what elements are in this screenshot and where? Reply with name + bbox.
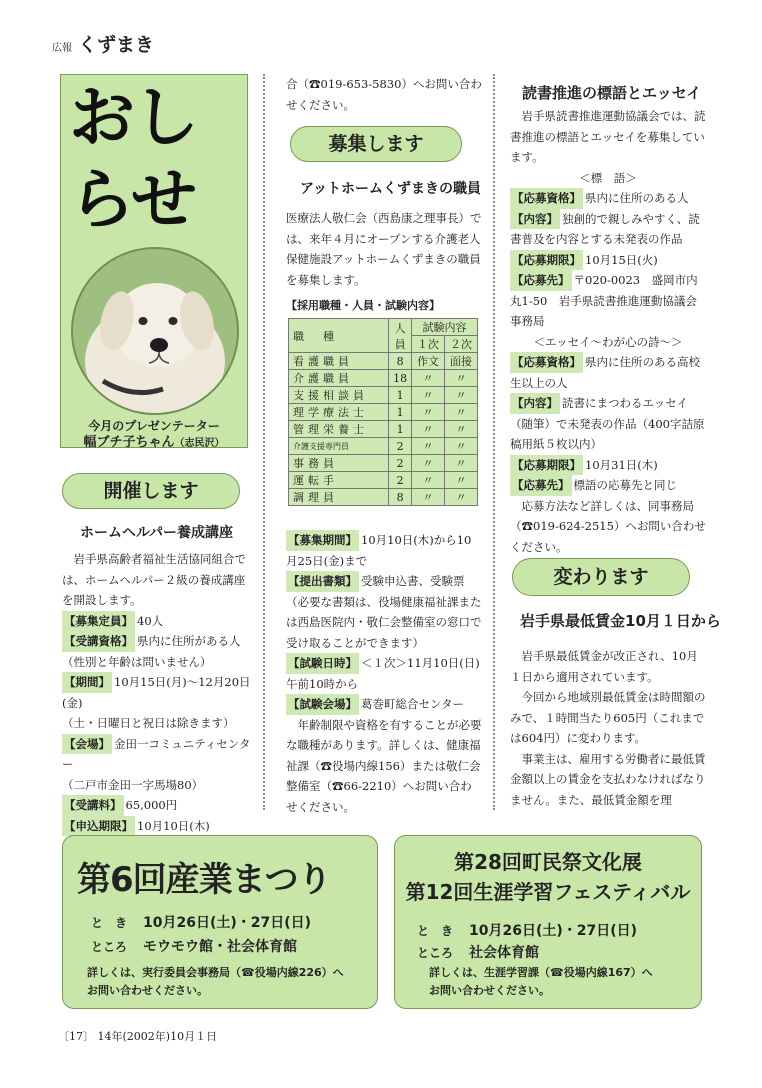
- banner2-note-line1: 詳しくは、生涯学習課（☎役場内線167）へ: [429, 966, 653, 979]
- banner2-title-line1: 第28回町民祭文化展: [454, 850, 642, 874]
- slogan-qual-label: 【応募資格】: [510, 188, 583, 209]
- banner1-when: [91, 912, 311, 932]
- banner-industry-festival: [62, 835, 378, 1009]
- notice-title-line1: おし: [69, 79, 197, 156]
- essay-content-label: 【内容】: [510, 393, 560, 414]
- section-label-holding: 開催します: [62, 473, 240, 509]
- col1-period: [62, 672, 252, 713]
- col1-qual: [62, 631, 252, 652]
- col2-continuation: [286, 74, 482, 115]
- deadline-label: 【申込期限】: [62, 816, 135, 837]
- banner1-where-value: モウモウ館・社会体育館: [143, 939, 297, 955]
- th-second: ２次: [445, 336, 478, 353]
- table-row: 管理栄養士 1 〃 〃: [289, 421, 478, 438]
- capacity-value: 40人: [137, 613, 164, 628]
- venue-label: 【会場】: [62, 734, 112, 755]
- masthead: [52, 30, 154, 57]
- banner2-note: [429, 964, 653, 1000]
- col1-fee: [62, 795, 252, 816]
- table-row: 支援相談員 1 〃 〃: [289, 387, 478, 404]
- th-count: 人員: [389, 319, 412, 353]
- exam-table: [288, 318, 478, 506]
- col2-body: [286, 530, 482, 817]
- table-row: 運転手 2 〃 〃: [289, 472, 478, 489]
- banner2-where-key: ところ: [417, 946, 454, 960]
- banner1-where: [91, 936, 297, 956]
- table-row: 介護支援専門員 2 〃 〃: [289, 438, 478, 455]
- table-row: 事務員 2 〃 〃: [289, 455, 478, 472]
- essay-address-label: 【応募先】: [510, 475, 572, 496]
- th-job: 職 種: [289, 319, 389, 353]
- heading-at-home: アットホームくずまきの職員: [300, 181, 482, 197]
- qual-value: 県内に住所がある人: [137, 634, 241, 648]
- table-row: 理学療法士 1 〃 〃: [289, 404, 478, 421]
- col1-deadline: [62, 816, 252, 837]
- banner2-where-value: 社会体育館: [469, 945, 539, 961]
- slogan-deadline-label: 【応募期限】: [510, 250, 583, 271]
- period-note: （土・日曜日と祝日は除きます）: [62, 716, 235, 730]
- col3-body: [510, 106, 706, 557]
- fee-value: 65,000円: [125, 798, 178, 812]
- docs-value: 受験申込書、受験票（必要な書類は、役場健康福祉課または西島医院内・敬仁会整備室の窓口で受け取ることができます）: [286, 574, 482, 650]
- slogan-qual-value: 県内に住所のある人: [585, 191, 689, 205]
- column-rule-right: [493, 74, 495, 810]
- col2-intro: 医療法人敬仁会（西島康之理事長）では、来年４月にオープンする介護老人保健施設アットホームくずまきの職員を募集します。: [286, 211, 482, 287]
- th-first: １次: [412, 336, 445, 353]
- col1-capacity: [62, 611, 252, 632]
- presenter-name: 幅ブチ子ちゃん: [83, 435, 175, 450]
- notice-title: [69, 77, 197, 241]
- col3-closing: 応募方法など詳しくは、同事務局（☎019-624-2515）へお問い合わせください。: [510, 498, 706, 554]
- col1-body: [62, 549, 252, 857]
- exam-date-value: ＜１次＞11月10日(日)午前10時から: [286, 656, 480, 691]
- section-label-recruit: 募集します: [290, 126, 462, 162]
- slogan-deadline-value: 10月15日(火): [585, 252, 658, 267]
- masthead-title: くずまき: [78, 34, 155, 56]
- period-label: 【期間】: [62, 672, 112, 693]
- banner1-when-value: 10月26日(土)・27日(日): [143, 915, 312, 931]
- wage-p2: 今回から地域別最低賃金は時間額のみで、１時間当たり605円（これまでは604円）に変わります。: [510, 690, 706, 745]
- docs-label: 【提出書類】: [286, 571, 359, 592]
- reading-intro: 岩手県読書推進運動協議会では、読書推進の標語とエッセイを募集しています。: [510, 109, 706, 164]
- banner2-when: [417, 920, 637, 940]
- capacity-label: 【募集定員】: [62, 611, 135, 632]
- slogan-content-value: 独創的で親しみやすく、読書普及を内容とする未発表の作品: [510, 211, 700, 246]
- table-row: 調理員 8 〃 〃: [289, 489, 478, 506]
- presenter-line: [61, 431, 247, 450]
- dog-photo: [71, 247, 239, 415]
- banner1-note-line2: お問い合わせください。: [87, 984, 208, 997]
- page-footer: [58, 1028, 217, 1044]
- masthead-prefix: 広報: [52, 43, 72, 54]
- notice-title-line2: らせ: [69, 161, 196, 238]
- col3-wage: [510, 646, 706, 810]
- period-value: 10月15日(月)～12月20日(金): [62, 675, 251, 710]
- exam-venue-value: 葛巻町総合センター: [361, 697, 465, 711]
- heading-reading: 読書推進の標語とエッセイ: [522, 84, 702, 102]
- banner1-note-line1: 詳しくは、実行委員会事務局（☎役場内線226）へ: [87, 966, 344, 979]
- col2-closing: 年齢制限や資格を有することが必要な職種があります。詳しくは、健康福祉課（☎役場内線156）または敬仁会整備室（☎66-2210）へお問い合わせください。: [286, 717, 482, 814]
- heading-min-wage: 岩手県最低賃金10月１日から: [520, 612, 721, 630]
- presenter-place: （志民沢）: [174, 438, 225, 449]
- wage-p1: 岩手県最低賃金が改正され、10月１日から適用されています。: [510, 649, 698, 684]
- banner2-where: [417, 942, 539, 962]
- slogan-content-label: 【内容】: [510, 209, 560, 230]
- dog-illustration: [73, 249, 237, 413]
- banner1-when-key: と き: [91, 916, 128, 930]
- banner1-note: [87, 964, 344, 1000]
- col2-cont-line1: 合（☎019-653-5830）へお問い合わ: [286, 77, 482, 91]
- recruit-period-value: 10月10日(木)から10月25日(金)まで: [286, 533, 472, 568]
- col2-cont-line2: せください。: [286, 97, 355, 112]
- banner2-when-value: 10月26日(土)・27日(日): [469, 923, 638, 939]
- fee-label: 【受講料】: [62, 795, 124, 816]
- table-caption: 【採用職種・人員・試験内容】: [286, 299, 440, 312]
- wage-p3: 事業主は、雇用する労働者に最低賃金額以上の賃金を支払わなければなりません。また、最低賃金額を理: [510, 751, 706, 807]
- venue-value: 金田一コミュニティセンター: [62, 736, 251, 771]
- essay-content-value: 読書にまつわるエッセイ（随筆）で未発表の作品（400字詰原稿用紙５枚以内）: [510, 396, 705, 451]
- banner2-title-line2: 第12回生涯学習フェスティバル: [405, 880, 691, 904]
- notice-box: [60, 74, 248, 448]
- issue-date: 14年(2002年)10月１日: [97, 1030, 218, 1043]
- heading-home-helper: ホームヘルパー養成講座: [80, 525, 234, 541]
- page-number: 〔17〕: [58, 1030, 94, 1043]
- table-row: 看護職員 8 作文 面接: [289, 353, 478, 370]
- col1-venue: [62, 734, 252, 775]
- col1-intro: 岩手県高齢者福祉生活協同組合では、ホームヘルパー２級の養成講座を開設します。: [62, 552, 246, 607]
- qual-note: （性別と年齢は問いません）: [62, 654, 212, 669]
- slogan-address-value: 〒020-0023 盛岡市内丸1-50 岩手県読書推進運動協議会事務局: [510, 273, 698, 328]
- recruit-period-label: 【募集期間】: [286, 530, 359, 551]
- essay-qual-label: 【応募資格】: [510, 352, 583, 373]
- venue-note: （二戸市金田一字馬場80）: [62, 777, 204, 792]
- essay-deadline-label: 【応募期限】: [510, 455, 583, 476]
- column-rule-left: [263, 74, 265, 810]
- exam-date-label: 【試験日時】: [286, 653, 359, 674]
- essay-deadline-value: 10月31日(木): [585, 457, 658, 472]
- essay-qual-value: 県内に住所のある高校生以上の人: [510, 355, 700, 390]
- deadline-value: 10月10日(木): [137, 818, 210, 833]
- banner2-when-key: と き: [417, 924, 454, 938]
- exam-venue-label: 【試験会場】: [286, 694, 359, 715]
- qual-label: 【受講資格】: [62, 631, 135, 652]
- slogan-address-label: 【応募先】: [510, 270, 572, 291]
- essay-subhead: ＜エッセイ～わが心の詩～＞: [533, 334, 683, 349]
- th-exam: 試験内容: [412, 319, 478, 336]
- table-row: 介護職員 18 〃 〃: [289, 370, 478, 387]
- section-label-change: 変わります: [512, 558, 690, 596]
- presenter-caption: 今月のプレゼンテーター: [88, 419, 220, 433]
- slogan-subhead: ＜標 語＞: [579, 170, 637, 185]
- banner-culture-festival: [394, 835, 702, 1009]
- essay-address-value: 標語の応募先と同じ: [573, 478, 677, 492]
- banner1-title: 第6回産業まつり: [77, 860, 331, 900]
- banner2-note-line2: お問い合わせください。: [429, 984, 550, 997]
- banner1-where-key: ところ: [91, 940, 128, 954]
